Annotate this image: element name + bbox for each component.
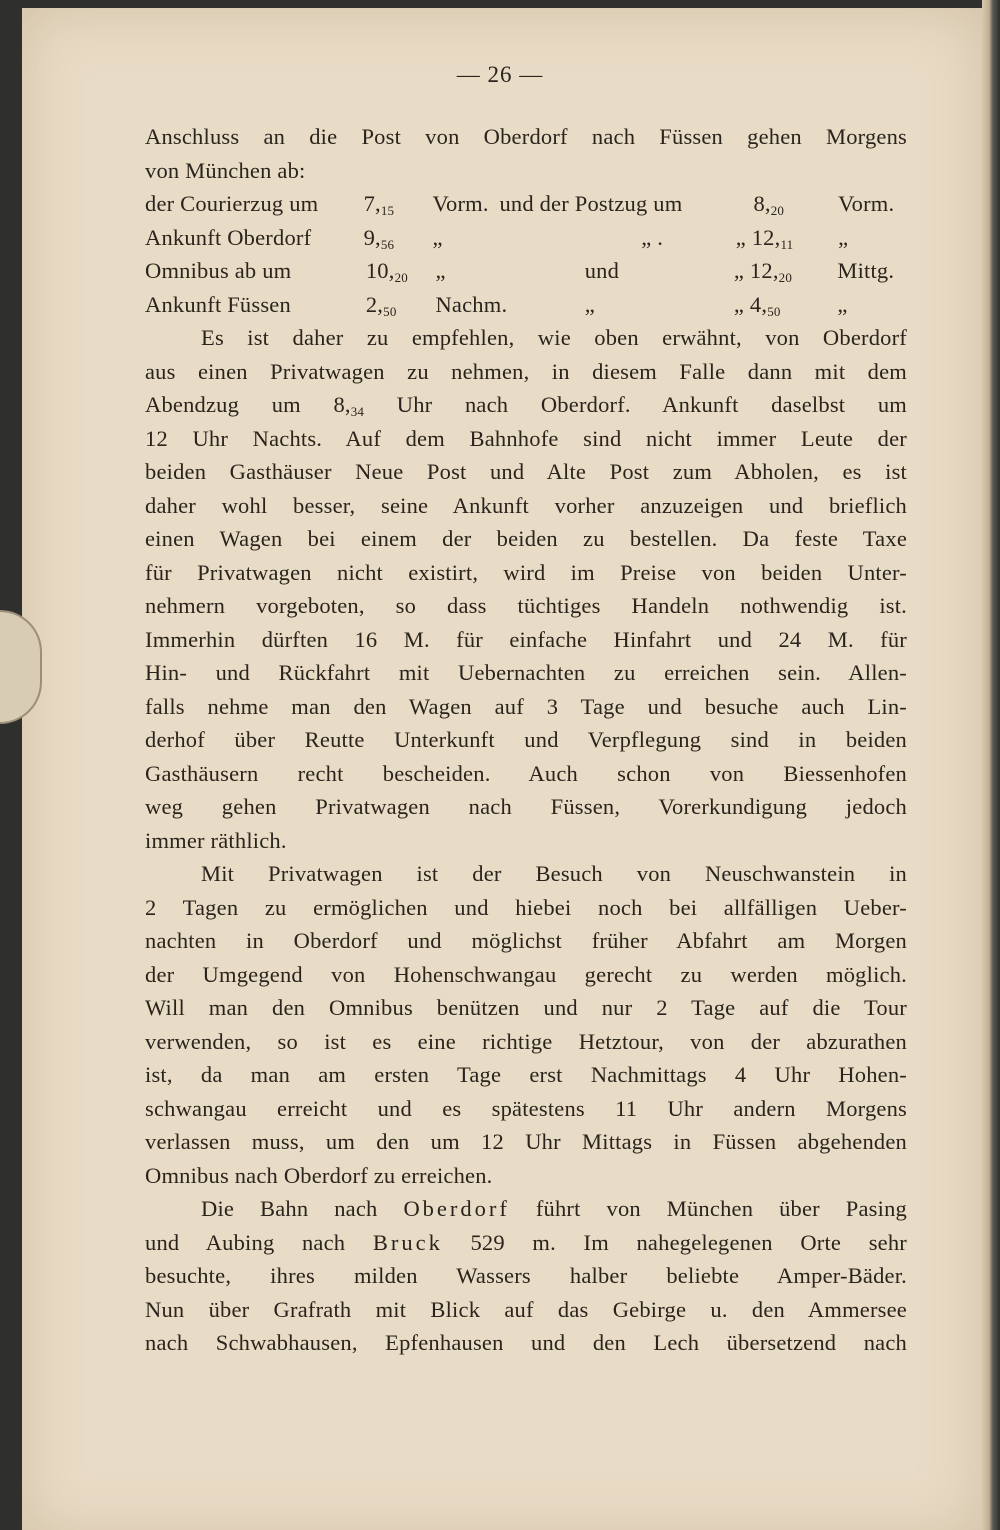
period-cell: „ [838, 224, 849, 250]
text-line: Immerhin dürften 16 M. für einfache Hinfahrt und 24 M. für [145, 626, 907, 652]
text-line: Mit Privatwagen ist der Besuch von Neuschwanstein in [201, 861, 907, 886]
text-line: ist, da man am ersten Tage erst Nachmittags 4 Uhr Hohen- [145, 1062, 907, 1087]
text-line: Nun über Grafrath mit Blick auf das Gebirge u. den Ammersee [145, 1296, 907, 1322]
time-cell: „ $12,_{11}$ [735, 224, 794, 252]
period-cell: „ [435, 258, 446, 283]
period-cell: „ [837, 291, 848, 317]
period-cell: „ [432, 224, 443, 250]
text-line: schwangau erreicht und es spätestens 11 Uhr andern Morgens [145, 1095, 907, 1121]
text-line: verwenden, so ist es eine richtige Hetztour, von der abzurathen [145, 1028, 907, 1054]
timetable-row [145, 187, 907, 221]
mid-cell: „ [584, 291, 595, 317]
text-line: aus einen Privatwagen zu nehmen, in diesem Falle dann mit dem [145, 358, 907, 384]
text-line: derhof über Reutte Unterkunft und Verpflegung sind in beiden [145, 727, 907, 752]
time-cell: $7,_{15}$ [363, 191, 395, 218]
mid-cell: und der Postzug um [499, 191, 683, 216]
time-cell: „ $12,_{20}$ [733, 258, 793, 285]
text-line: 2 Tagen zu ermöglichen und hiebei noch bei allfälligen Ueber- [145, 894, 907, 920]
paragraph-1 [145, 321, 907, 857]
text-line: 12 Uhr Nachts. Auf dem Bahnhofe sind nicht immer Leute der [145, 425, 907, 451]
text-line: weg gehen Privatwagen nach Füssen, Vorerkundigung jedoch [145, 794, 907, 819]
text-line: für Privatwagen nicht existirt, wird im Preise von beiden Unter- [145, 559, 907, 585]
mid-cell: „ . [641, 224, 664, 250]
time-cell: $9,_{56}$ [363, 224, 395, 252]
paragraph-2 [145, 857, 907, 1192]
text-line: einen Wagen bei einem der beiden zu bestellen. Da feste Taxe [145, 526, 907, 551]
time-cell: $8,_{20}$ [753, 191, 785, 218]
text-line: und Aubing nach Bruck 529 m. Im nahegelegenen Orte sehr [145, 1229, 907, 1255]
text-line: Es ist daher zu empfehlen, wie oben erwähnt, von Oberdorf [201, 325, 907, 350]
text-line: Die Bahn nach Oberdorf führt von München über Pasing [201, 1196, 907, 1221]
row-label: Ankunft Oberdorf [145, 224, 312, 250]
paragraph-3 [145, 1192, 907, 1360]
spaced-place-name: Oberdorf [403, 1196, 510, 1221]
timetable-row [145, 221, 907, 255]
period-cell: Vorm. [432, 191, 489, 216]
time-cell: $10,_{20}$ [365, 258, 408, 285]
row-label: Ankunft Füssen [145, 291, 291, 317]
mid-cell: und [584, 258, 620, 283]
text-line: besuchte, ihres milden Wassers halber beliebte Amper-Bäder. [145, 1263, 907, 1288]
text-line: Gasthäusern recht bescheiden. Auch schon von Biessenhofen [145, 760, 907, 786]
timetable [145, 187, 907, 321]
text-line: beiden Gasthäuser Neue Post und Alte Post zum Abholen, es ist [145, 459, 907, 484]
time-cell: $2,_{50}$ [365, 291, 397, 319]
text-line: Abendzug um $8,_{34}$ Uhr nach Oberdorf. Ankunft daselbst um [145, 392, 907, 419]
text-line: Hin- und Rückfahrt mit Uebernachten zu erreichen sein. Allen- [145, 660, 907, 685]
text-line: verlassen muss, um den um 12 Uhr Mittags in Füssen abgehenden [145, 1129, 907, 1154]
timetable-row [145, 288, 907, 322]
row-label: Omnibus ab um [145, 258, 292, 283]
spaced-place-name: Bruck [372, 1229, 443, 1255]
page-number: — 26 — [456, 62, 544, 87]
body-text [145, 120, 907, 1360]
row-label: der Courierzug um [145, 191, 319, 216]
text-line: falls nehme man den Wagen auf 3 Tage und besuche auch Lin- [145, 693, 907, 719]
text-line: von München ab: [145, 157, 306, 183]
text-line: nehmern vorgeboten, so dass tüchtiges Handeln nothwendig ist. [145, 593, 907, 618]
time-cell: „ $4,_{50}$ [733, 291, 781, 319]
text-line: Anschluss an die Post von Oberdorf nach Füssen gehen Morgens [145, 124, 907, 149]
text-line: nachten in Oberdorf und möglichst früher Abfahrt am Morgen [145, 928, 907, 953]
page-edge [982, 0, 1000, 1530]
period-cell: Nachm. [435, 291, 508, 317]
period-cell: Vorm. [838, 191, 895, 216]
text-line: der Umgegend von Hohenschwangau gerecht zu werden möglich. [145, 961, 907, 987]
text-line: immer räthlich. [145, 827, 287, 853]
text-line: daher wohl besser, seine Ankunft vorher anzuzeigen und brieflich [145, 492, 907, 518]
timetable-row [145, 254, 907, 288]
period-cell: Mittg. [837, 258, 895, 283]
text-line: nach Schwabhausen, Epfenhausen und den Lech übersetzend nach [145, 1330, 907, 1355]
text-line: Will man den Omnibus benützen und nur 2 Tage auf die Tour [145, 995, 907, 1020]
text-line: Omnibus nach Oberdorf zu erreichen. [145, 1162, 493, 1188]
